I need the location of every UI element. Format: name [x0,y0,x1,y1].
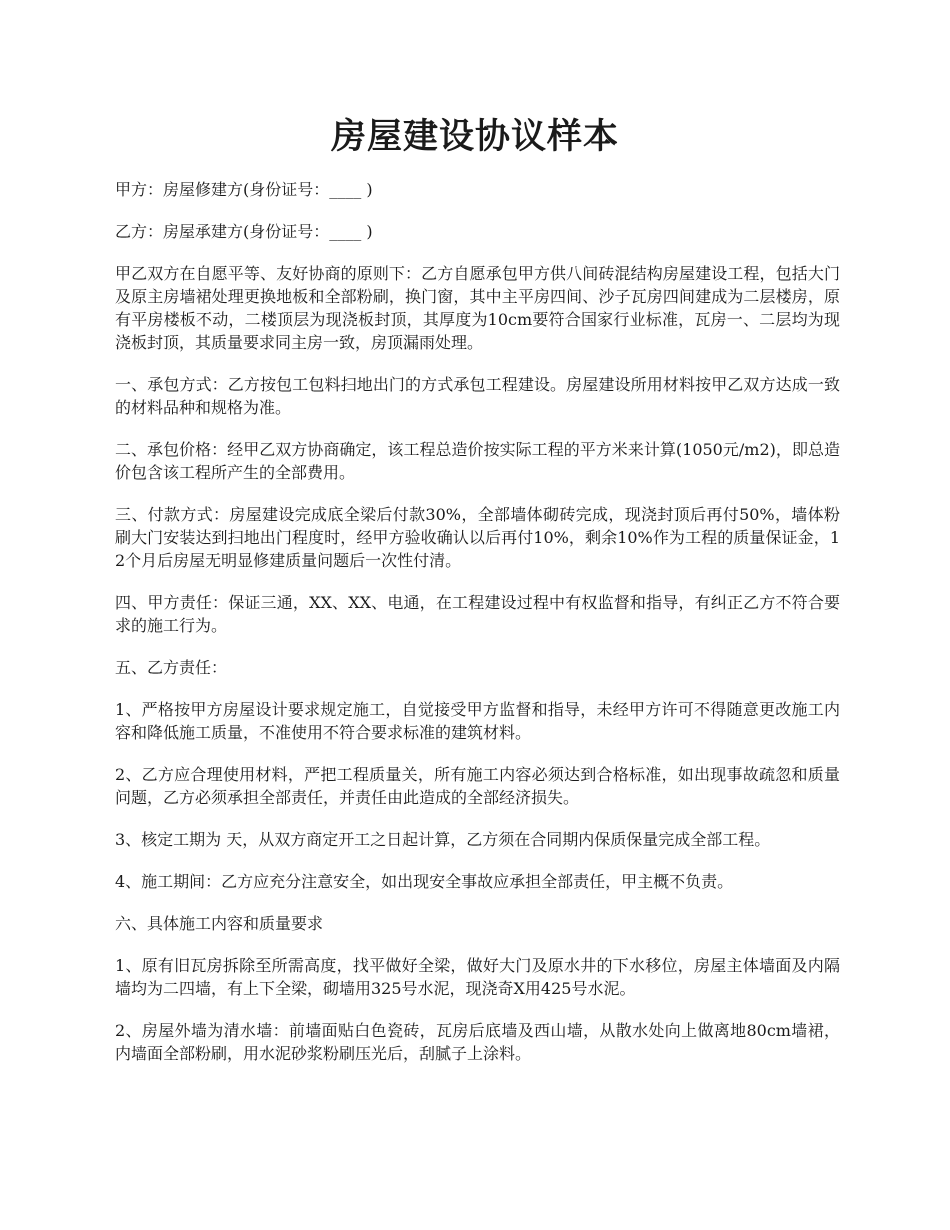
contract-method-paragraph: 一、承包方式：乙方按包工包料扫地出门的方式承包工程建设。房屋建设所用材料按甲乙双方达成一致的材料品种和规格为准。 [115,375,840,417]
party-a-responsibility-paragraph: 四、甲方责任：保证三通，XX、XX、电通，在工程建设过程中有权监督和指导，有纠正乙方不符合要求的施工行为。 [115,593,840,635]
party-b-clause-2: 2、乙方应合理使用材料，严把工程质量关，所有施工内容必须达到合格标准，如出现事故疏忽和质量问题，乙方必须承担全部责任，并责任由此造成的全部经济损失。 [115,765,840,807]
party-b-clause-1: 1、严格按甲方房屋设计要求规定施工，自觉接受甲方监督和指导，未经甲方许可不得随意更改施工内容和降低施工质量，不准使用不符合要求标准的建筑材料。 [115,700,840,742]
construction-clause-1: 1、原有旧瓦房拆除至所需高度，找平做好全梁，做好大门及原水井的下水移位，房屋主体墙面及内隔墙均为二四墙，有上下全梁，砌墙用325号水泥，现浇奇X用425号水泥。 [115,956,840,998]
contract-price-paragraph: 二、承包价格：经甲乙双方协商确定，该工程总造价按实际工程的平方米来计算(1050元/m2)，即总造价包含该工程所产生的全部费用。 [115,440,840,482]
party-b-clause-3: 3、核定工期为 天，从双方商定开工之日起计算，乙方须在合同期内保质保量完成全部工程。 [115,830,771,849]
party-b-clause-4: 4、施工期间：乙方应充分注意安全，如出现安全事故应承担全部责任，甲主概不负责。 [115,872,734,891]
document-body [115,178,840,1084]
preamble-paragraph: 甲乙双方在自愿平等、友好协商的原则下：乙方自愿承包甲方供八间砖混结构房屋建设工程，包括大门及原主房墙裙处理更换地板和全部粉刷，换门窗，其中主平房四间、沙子瓦房四间建成为二层楼房，原有平房楼板不动，二楼顶层为现浇板封顶，其厚度为10cm要符合国家行业标准，瓦房一、二层均为现浇板封顶，其质量要求同主房一致，房顶漏雨处理。 [115,264,840,352]
party-a-line: 甲方：房屋修建方(身份证号：____ ) [115,180,373,199]
payment-method-paragraph: 三、付款方式：房屋建设完成底全梁后付款30%，全部墙体砌砖完成，现浇封顶后再付50%，墙体粉刷大门安装达到扫地出门程度时，经甲方验收确认以后再付10%，剩余10%作为工程的质量保证金，12个月后房屋无明显修建质量问题后一次性付清。 [115,505,840,570]
party-b-line: 乙方：房屋承建方(身份证号：____ ) [115,222,373,241]
party-b-responsibility-heading: 五、乙方责任： [115,658,228,677]
construction-requirements-heading: 六、具体施工内容和质量要求 [115,914,324,933]
document-title: 房屋建设协议样本 [330,116,619,157]
construction-clause-2: 2、房屋外墙为清水墙：前墙面贴白色瓷砖，瓦房后底墙及西山墙，从散水处向上做离地80cm墙裙，内墙面全部粉刷，用水泥砂浆粉刷压光后，刮腻子上涂料。 [115,1021,840,1063]
